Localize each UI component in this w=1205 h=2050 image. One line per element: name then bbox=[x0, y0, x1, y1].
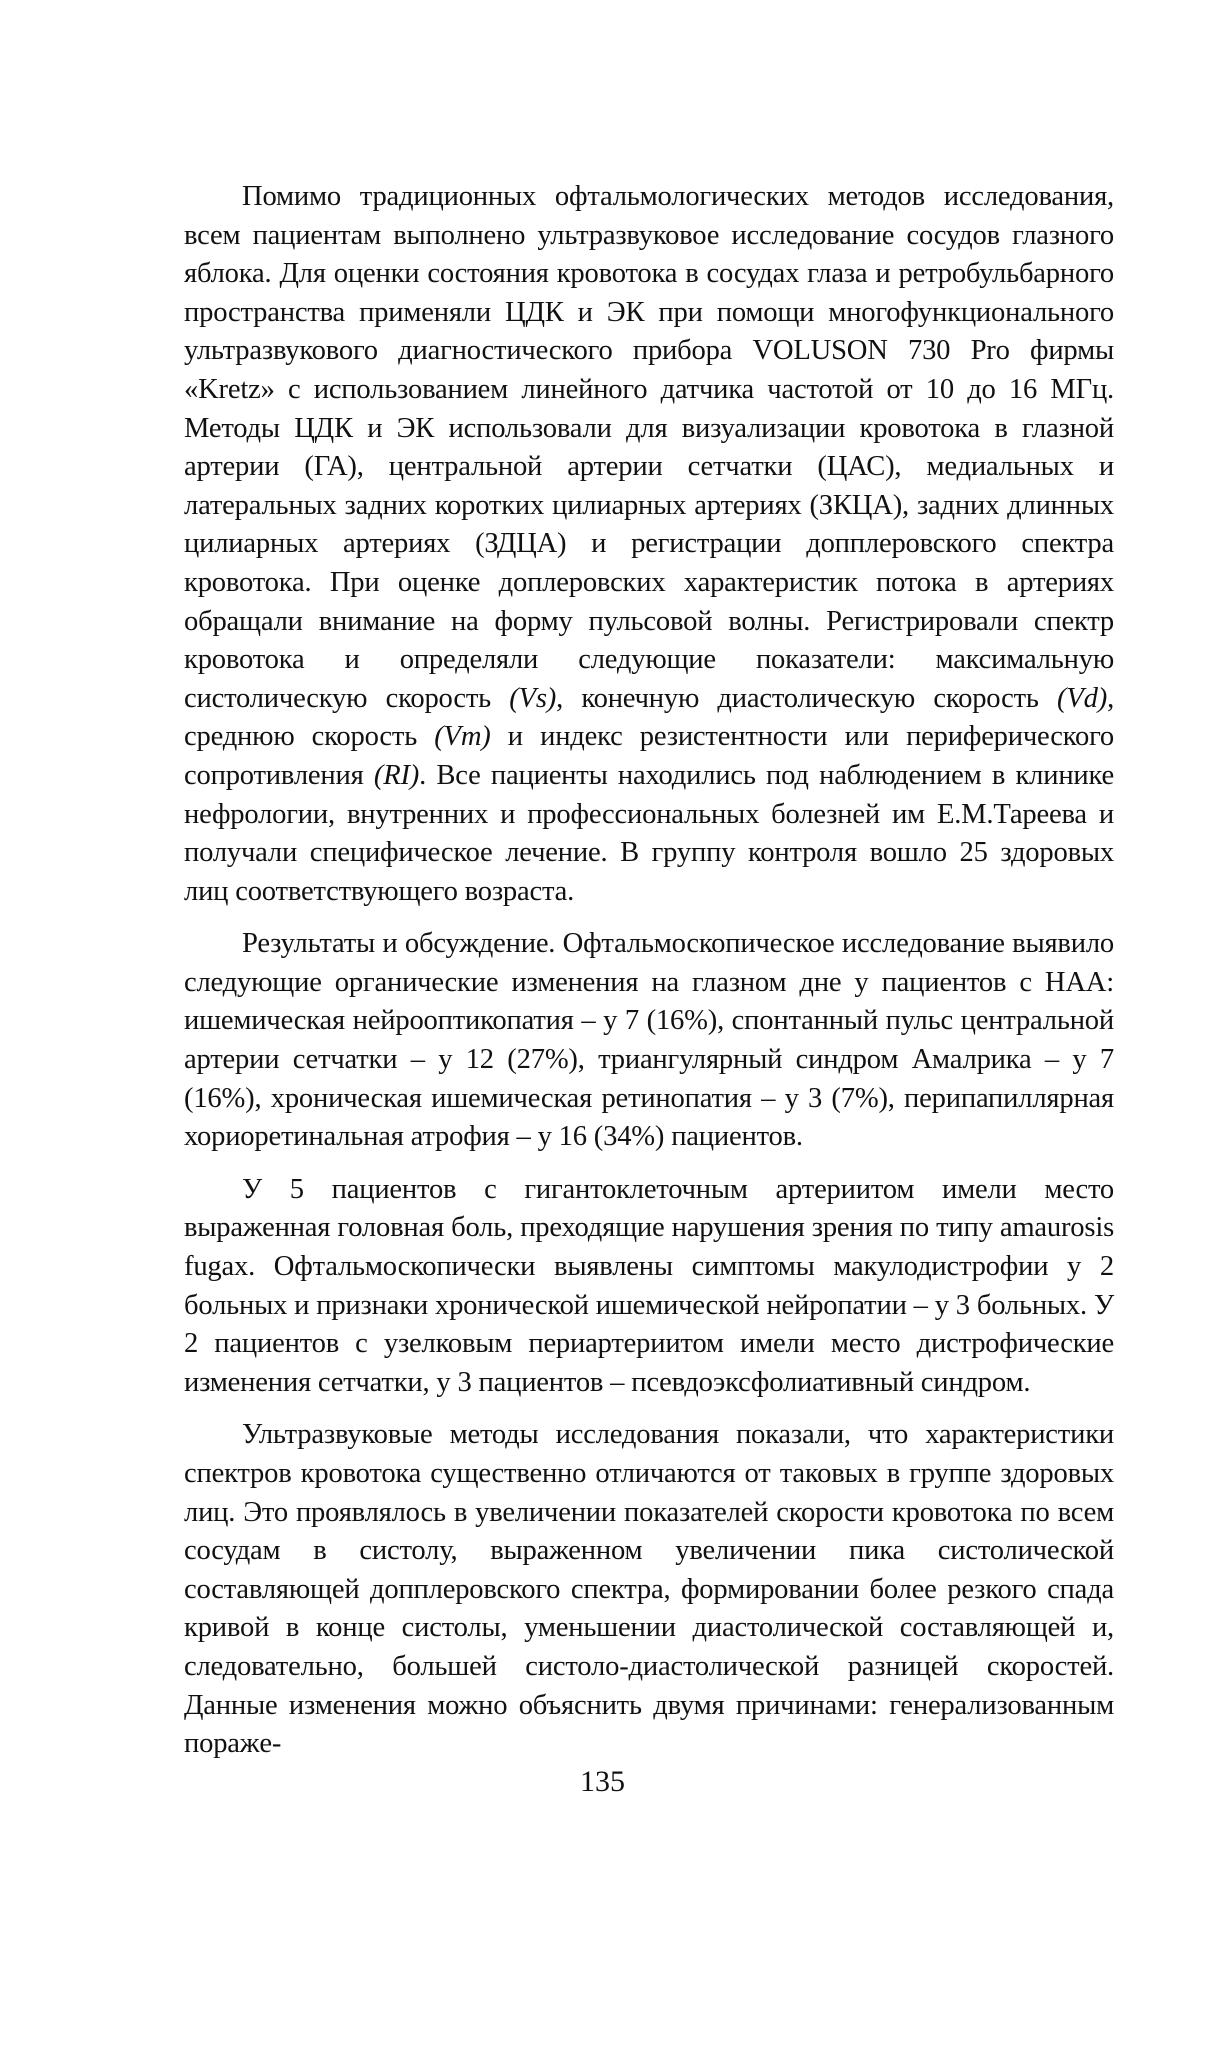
text-span: и индекс резистентности или периферического сопротивления bbox=[184, 721, 1115, 791]
text-span: , среднюю скорость bbox=[184, 682, 1115, 753]
text-span: . Все пациенты находились под наблюдением в клинике нефрологии, внутренних и профессиональных болезней им Е.М.Тареева и получали специфическое лечение. В группу контроля вошло 25 здоровых лиц соответствующего возраста. bbox=[184, 759, 1114, 907]
paragraph-methods bbox=[184, 178, 1114, 911]
text-span: У 5 пациентов с гигантоклеточным артериитом имели место выраженная головная боль, преходящие нарушения зрения по типу amaurosis fugax. Офтальмоскопически выявлены симптомы макулодистрофии у 2 больных и признаки хронической ишемической нейропатии – у 3 больных. У 2 пациентов с узелковым периартериитом имели место дистрофические изменения сетчатки, у 3 пациентов – псевдоэксфолиативный синдром. bbox=[184, 1173, 1114, 1398]
page-body bbox=[184, 178, 1114, 1764]
paragraph-results bbox=[184, 925, 1114, 1157]
ri-term: (RI) bbox=[373, 759, 420, 791]
text-span: Помимо традиционных офтальмологических методов исследования, всем пациентам выполнено ультразвуковое исследование сосудов глазного яблока. Для оценки состояния кровотока в сосудах глаза и ретробульбарного пространства применяли ЦДК и ЭК при помощи многофункционального ультразвукового диагностического прибора VOLUSON 730 Pro фирмы «Kretz» с использованием линейного датчика частотой от 10 до 16 МГц. Методы ЦДК и ЭК использовали для визуализации кровотока в глазной артерии (ГА), центральной артерии сетчатки (ЦАС), медиальных и латеральных задних коротких цилиарных артериях (ЗКЦА), задних длинных цилиарных артериях (ЗДЦА) и регистрации допплеровского спектра кровотока. При оценке доплеровских характеристик потока в артериях обращали внимание на форму пульсовой волны. Регистрировали спектр кровотока и определяли следующие показатели: максимальную систолическую скорость bbox=[184, 181, 1114, 714]
vm-term: (Vm) bbox=[434, 721, 491, 753]
text-span: Ультразвуковые методы исследования показали, что характеристики спектров кровотока существенно отличаются от таковых в группе здоровых лиц. Это проявлялось в увеличении показателей скорости кровотока по всем сосудам в систолу, выраженном увеличении пика систолической составляющей допплеровского спектра, формировании более резкого спада кривой в конце систолы, уменьшении диастолической составляющей и, следовательно, большей систоло-диастолической разницей скоростей. Данные изменения можно объяснить двумя причинами: генерализованным поражe- bbox=[184, 1419, 1114, 1760]
paragraph-giant-cell bbox=[184, 1171, 1114, 1403]
text-span: Результаты и обсуждение. Офтальмоскопическое исследование выявило следующие органические изменения на глазном дне у пациентов с НАА: ишемическая нейрооптикопатия – у 7 (16%), спонтанный пульс центральной артерии сетчатки – у 12 (27%), триангулярный синдром Амалрика – у 7 (16%), хроническая ишемическая ретинопатия – у 3 (7%), перипапиллярная хориоретинальная атрофия – у 16 (34%) пациентов. bbox=[184, 928, 1114, 1153]
vs-term: (Vs) bbox=[509, 682, 557, 714]
vd-term: (Vd) bbox=[1057, 682, 1108, 714]
text-span: , конечную диастолическую скорость bbox=[556, 682, 1058, 714]
paragraph-ultrasound bbox=[184, 1416, 1114, 1763]
page-number: 135 bbox=[580, 1765, 625, 1798]
